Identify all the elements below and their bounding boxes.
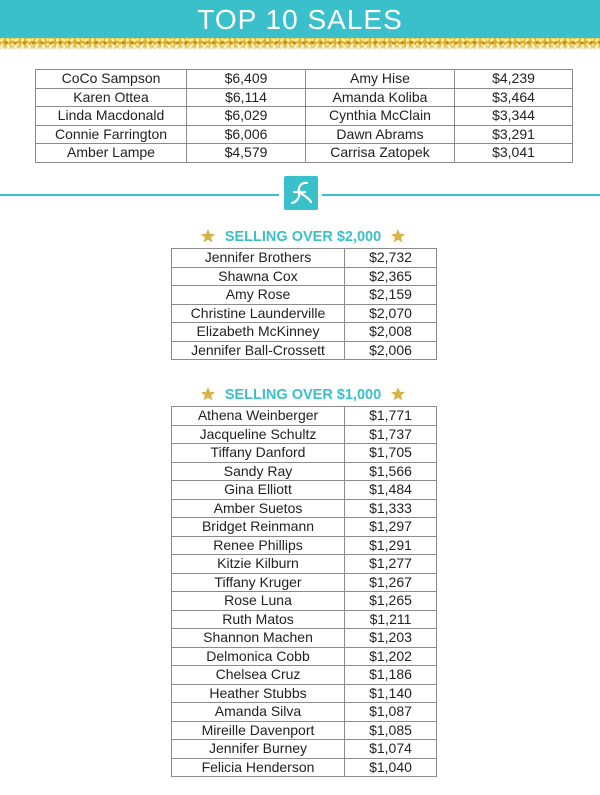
sales-amount: $1,333 [345, 499, 437, 518]
seller-name: Sandy Ray [172, 462, 345, 481]
seller-name: Heather Stubbs [172, 684, 345, 703]
table-row [172, 703, 437, 722]
table-row [36, 144, 573, 163]
sales-amount: $3,344 [455, 107, 573, 126]
seller-name: Kitzie Kilburn [172, 555, 345, 574]
sales-amount: $4,579 [187, 144, 306, 163]
section-over-2000-heading [170, 228, 436, 246]
seller-name: Elizabeth McKinney [172, 323, 345, 342]
seller-name: Chelsea Cruz [172, 666, 345, 685]
table-row [172, 341, 437, 360]
sales-amount: $1,040 [345, 758, 437, 777]
table-row [36, 107, 573, 126]
table-row [172, 721, 437, 740]
table-row [172, 555, 437, 574]
sales-amount: $4,239 [455, 70, 573, 89]
star-icon [390, 228, 406, 244]
sales-amount: $2,008 [345, 323, 437, 342]
seller-name: Amber Suetos [172, 499, 345, 518]
sales-amount: $1,297 [345, 518, 437, 537]
table-row [172, 407, 437, 426]
section-title: SELLING OVER $2,000 [224, 229, 382, 245]
section-over-1000-heading [170, 386, 436, 404]
seller-name: Jennifer Ball-Crossett [172, 341, 345, 360]
sales-amount: $1,737 [345, 425, 437, 444]
over-2000-table [171, 248, 437, 360]
header-banner [0, 0, 600, 38]
page-title: TOP 10 SALES [197, 4, 403, 35]
table-row [172, 267, 437, 286]
sales-amount: $2,159 [345, 286, 437, 305]
seller-name: Bridget Reinmann [172, 518, 345, 537]
sales-amount: $6,114 [187, 88, 306, 107]
table-row [172, 647, 437, 666]
sales-amount: $1,705 [345, 444, 437, 463]
seller-name: Amy Rose [172, 286, 345, 305]
table-row [172, 536, 437, 555]
sales-amount: $1,484 [345, 481, 437, 500]
over-1000-table [171, 406, 437, 777]
seller-name: Shannon Machen [172, 629, 345, 648]
sales-amount: $1,267 [345, 573, 437, 592]
sales-amount: $6,029 [187, 107, 306, 126]
seller-name: Christine Launderville [172, 304, 345, 323]
table-row [172, 286, 437, 305]
star-icon [200, 228, 216, 244]
seller-name: Tiffany Danford [172, 444, 345, 463]
seller-name: Rose Luna [172, 592, 345, 611]
sales-amount: $1,074 [345, 740, 437, 759]
sales-amount: $1,203 [345, 629, 437, 648]
table-row [172, 462, 437, 481]
seller-name: Amanda Koliba [306, 88, 455, 107]
table-row [172, 304, 437, 323]
sales-amount: $1,211 [345, 610, 437, 629]
table-row [36, 70, 573, 89]
sales-amount: $3,464 [455, 88, 573, 107]
table-row [172, 573, 437, 592]
sales-amount: $2,070 [345, 304, 437, 323]
seller-name: Dawn Abrams [306, 125, 455, 144]
star-icon [390, 386, 406, 402]
divider-line-right [322, 194, 600, 196]
seller-name: Athena Weinberger [172, 407, 345, 426]
table-row [172, 592, 437, 611]
seller-name: Amy Hise [306, 70, 455, 89]
table-row [172, 481, 437, 500]
table-row [172, 684, 437, 703]
sales-amount: $3,291 [455, 125, 573, 144]
seller-name: Delmonica Cobb [172, 647, 345, 666]
seller-name: Linda Macdonald [36, 107, 187, 126]
table-row [172, 499, 437, 518]
sales-amount: $1,291 [345, 536, 437, 555]
seller-name: Gina Elliott [172, 481, 345, 500]
table-row [172, 629, 437, 648]
table-row [172, 518, 437, 537]
table-row [172, 323, 437, 342]
sales-amount: $1,771 [345, 407, 437, 426]
sales-amount: $1,202 [345, 647, 437, 666]
section-title: SELLING OVER $1,000 [224, 387, 382, 403]
seller-name: Renee Phillips [172, 536, 345, 555]
table-row [172, 444, 437, 463]
seller-name: Amber Lampe [36, 144, 187, 163]
star-icon [200, 386, 216, 402]
seller-name: CoCo Sampson [36, 70, 187, 89]
top-10-table [35, 69, 573, 163]
sales-amount: $1,087 [345, 703, 437, 722]
sales-amount: $6,006 [187, 125, 306, 144]
seller-name: Cynthia McClain [306, 107, 455, 126]
seller-name: Connie Farrington [36, 125, 187, 144]
sales-amount: $6,409 [187, 70, 306, 89]
sales-amount: $2,006 [345, 341, 437, 360]
table-row [172, 610, 437, 629]
divider-line-left [0, 194, 279, 196]
seller-name: Shawna Cox [172, 267, 345, 286]
table-row [172, 740, 437, 759]
sales-amount: $1,186 [345, 666, 437, 685]
sales-amount: $1,140 [345, 684, 437, 703]
seller-name: Carrisa Zatopek [306, 144, 455, 163]
sales-amount: $1,085 [345, 721, 437, 740]
sales-amount: $1,566 [345, 462, 437, 481]
seller-name: Karen Ottea [36, 88, 187, 107]
table-row [172, 425, 437, 444]
seller-name: Jacqueline Schultz [172, 425, 345, 444]
sales-amount: $2,365 [345, 267, 437, 286]
gold-glitter-border [0, 38, 600, 50]
seller-name: Felicia Henderson [172, 758, 345, 777]
table-row [172, 249, 437, 268]
seller-name: Jennifer Brothers [172, 249, 345, 268]
table-row [172, 666, 437, 685]
table-row [36, 88, 573, 107]
seller-name: Tiffany Kruger [172, 573, 345, 592]
sales-amount: $2,732 [345, 249, 437, 268]
sales-amount: $1,265 [345, 592, 437, 611]
seller-name: Mireille Davenport [172, 721, 345, 740]
brand-logo-icon [283, 175, 319, 211]
seller-name: Ruth Matos [172, 610, 345, 629]
table-row [36, 125, 573, 144]
sales-amount: $3,041 [455, 144, 573, 163]
sales-amount: $1,277 [345, 555, 437, 574]
table-row [172, 758, 437, 777]
seller-name: Amanda Silva [172, 703, 345, 722]
seller-name: Jennifer Burney [172, 740, 345, 759]
